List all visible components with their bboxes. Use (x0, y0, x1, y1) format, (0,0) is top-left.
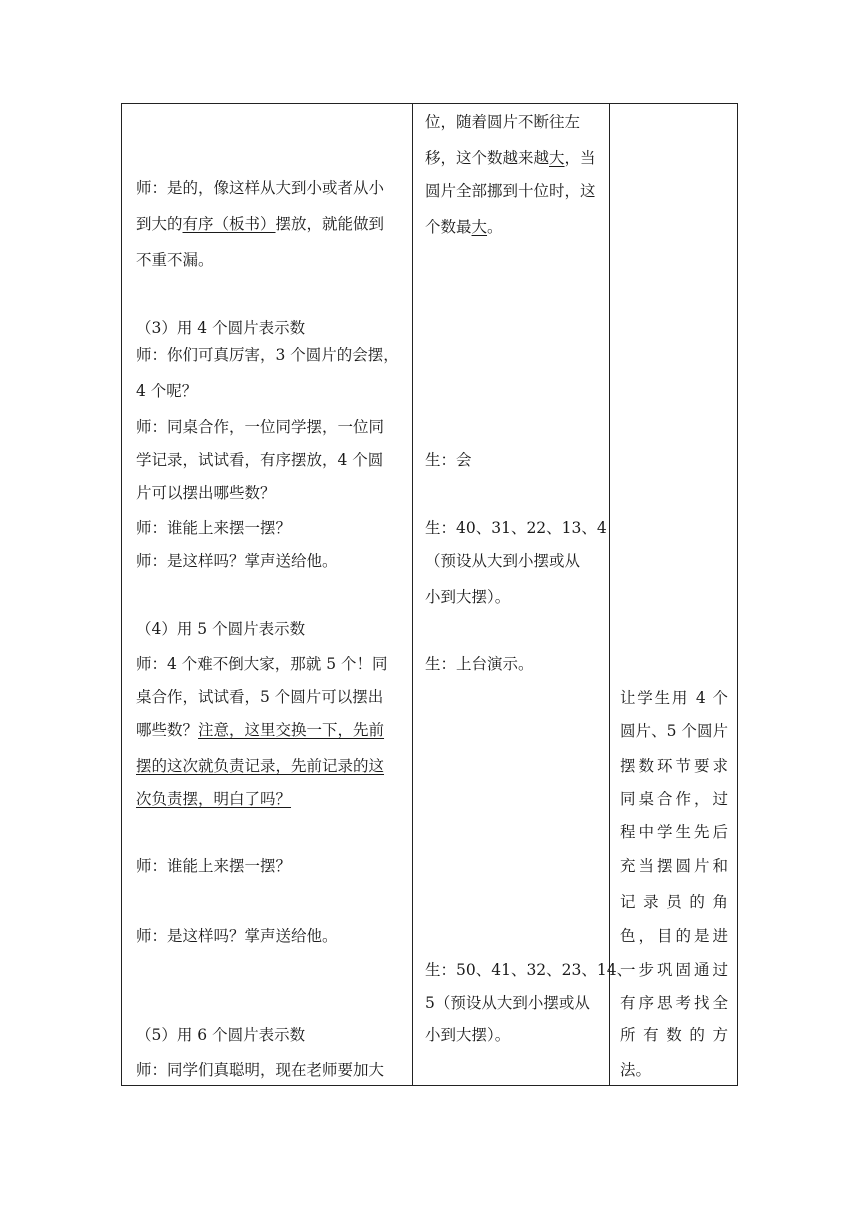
intent-line (620, 892, 728, 912)
intent-line (620, 789, 728, 809)
text-segment: 师：是这样吗？掌声送给他。 (136, 552, 338, 570)
text-segment: 摆放，就能做到 (275, 215, 385, 233)
student-line (425, 518, 607, 538)
text-segment: 所有数的方 (620, 1026, 728, 1044)
teacher-line (136, 1060, 384, 1080)
student-line (425, 217, 503, 237)
teacher-line (136, 450, 383, 470)
text-segment: （5）用 6 个圆片表示数 (136, 1026, 306, 1044)
text-segment: 充当摆圆片和 (620, 857, 728, 875)
underlined-text: 有序（板书） (182, 215, 276, 233)
student-line (425, 587, 510, 607)
text-segment: （4）用 5 个圆片表示数 (136, 620, 306, 638)
text-segment: 桌合作，试试看，5 个圆片可以摆出 (136, 688, 384, 706)
student-line (425, 551, 580, 571)
text-segment: 5（预设从大到小摆或从 (425, 994, 590, 1012)
intent-line (620, 756, 728, 776)
intent-line (620, 993, 728, 1013)
teacher-line (136, 551, 338, 571)
teacher-line (136, 856, 291, 876)
intent-line (620, 688, 728, 708)
intent-line (620, 960, 728, 980)
student-line (425, 960, 632, 980)
text-segment: 片可以摆出哪些数？ (136, 484, 276, 502)
teacher-line (136, 926, 338, 946)
text-segment: 不重不漏。 (136, 251, 214, 269)
intent-line (620, 822, 728, 842)
text-segment: 师：是这样吗？掌声送给他。 (136, 927, 338, 945)
student-line (425, 654, 534, 674)
intent-line (620, 1025, 728, 1045)
text-segment: （预设从大到小摆或从 (425, 552, 581, 570)
teacher-line (136, 756, 384, 776)
teacher-line (136, 619, 305, 639)
teacher-line (136, 518, 291, 538)
text-segment: 生：40、31、22、13、4 (425, 519, 607, 537)
text-segment: 师：谁能上来摆一摆？ (136, 519, 292, 537)
text-segment: 程中学生先后 (620, 823, 728, 841)
text-segment: 学记录，试试看，有序摆放，4 个圆 (136, 451, 384, 469)
student-line (425, 993, 590, 1013)
underlined-text: 大 (549, 149, 565, 167)
text-segment: （3）用 4 个圆片表示数 (136, 319, 306, 337)
column-divider-teacher-student (412, 104, 413, 1085)
text-segment: 移，这个数越来越 (425, 149, 550, 167)
teacher-line (136, 318, 305, 338)
teacher-line (136, 720, 384, 740)
text-segment: 一步巩固通过 (620, 961, 728, 979)
teacher-line (136, 687, 383, 707)
text-segment: 师：同学们真聪明，现在老师要加大 (136, 1061, 385, 1079)
text-segment: 记录员的角 (620, 893, 728, 911)
student-line (425, 450, 472, 470)
underlined-text: 次负责摆，明白了吗？ (136, 790, 292, 808)
text-segment: 师：同桌合作，一位同学摆，一位同 (136, 418, 385, 436)
text-segment: 到大的 (136, 215, 183, 233)
teacher-line (136, 214, 384, 234)
teacher-line (136, 654, 388, 674)
text-segment: 小到大摆）。 (425, 588, 511, 606)
student-line (425, 112, 580, 132)
text-segment: 色，目的是进 (620, 927, 728, 945)
text-segment: 哪些数？ (136, 721, 199, 739)
text-segment: 。 (487, 218, 503, 236)
text-segment: 师：4 个难不倒大家，那就 5 个！同 (136, 655, 388, 673)
text-segment: 位，随着圆片不断往左 (425, 113, 581, 131)
student-line (425, 181, 596, 201)
intent-line (620, 856, 728, 876)
teacher-line (136, 1025, 305, 1045)
teacher-line (136, 789, 291, 809)
text-segment: 生：会 (425, 451, 472, 469)
text-segment: 4 个呢？ (136, 382, 198, 400)
student-line (425, 148, 596, 168)
teacher-line (136, 250, 214, 270)
teacher-line (136, 417, 384, 437)
underlined-text: 注意，这里交换一下，先前 (198, 721, 385, 739)
text-segment: 圆片全部挪到十位时，这 (425, 182, 596, 200)
intent-line (620, 721, 728, 741)
text-segment: 摆数环节要求 (620, 757, 728, 775)
teacher-line (136, 345, 399, 365)
intent-line (620, 926, 728, 946)
text-segment: 让学生用 4 个 (620, 689, 728, 707)
text-segment: 师：是的，像这样从大到小或者从小 (136, 179, 385, 197)
text-segment: 生：上台演示。 (425, 655, 534, 673)
text-segment: 圆片、5 个圆片 (620, 722, 728, 740)
underlined-text: 摆的这次就负责记录，先前记录的这 (136, 757, 385, 775)
teacher-line (136, 483, 276, 503)
text-segment: 生：50、41、32、23、14、 (425, 961, 633, 979)
text-segment: 师：你们可真厉害，3 个圆片的会摆， (136, 346, 399, 364)
text-segment: 有序思考找全 (620, 994, 728, 1012)
text-segment: 个数最 (425, 218, 472, 236)
text-segment: 师：谁能上来摆一摆？ (136, 857, 292, 875)
teacher-line (136, 381, 197, 401)
text-segment: 小到大摆）。 (425, 1026, 511, 1044)
student-line (425, 1025, 510, 1045)
text-segment: ，当 (564, 149, 596, 167)
intent-line (620, 1060, 651, 1080)
column-divider-student-intent (609, 104, 610, 1085)
text-segment: 同桌合作，过 (620, 790, 728, 808)
teacher-line (136, 178, 384, 198)
underlined-text: 大 (471, 218, 488, 236)
text-segment: 法。 (620, 1061, 652, 1079)
